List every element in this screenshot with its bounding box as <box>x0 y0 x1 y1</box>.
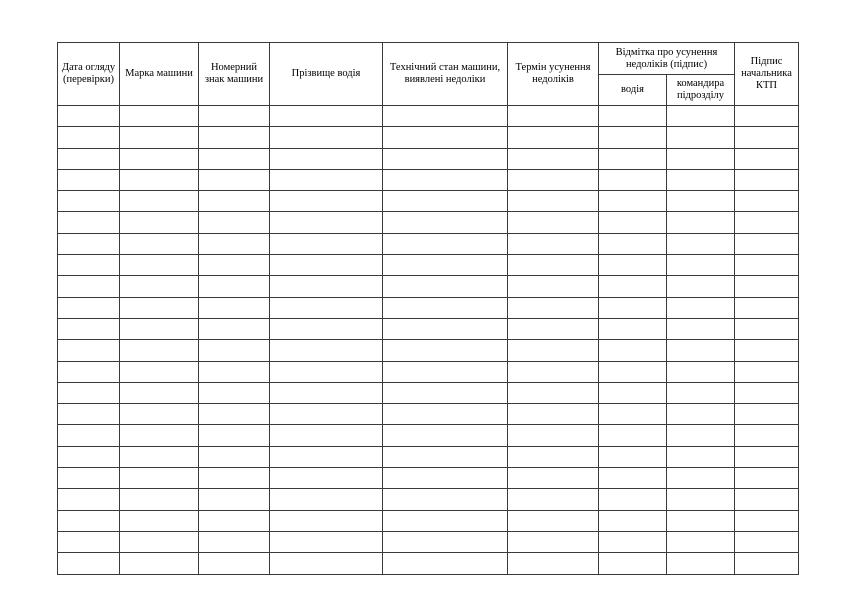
table-cell[interactable] <box>508 106 599 127</box>
table-cell[interactable] <box>270 191 383 212</box>
table-cell[interactable] <box>599 106 667 127</box>
table-cell[interactable] <box>199 489 270 510</box>
table-cell[interactable] <box>199 106 270 127</box>
table-cell[interactable] <box>270 425 383 446</box>
table-cell[interactable] <box>120 468 199 489</box>
table-cell[interactable] <box>199 510 270 531</box>
table-cell[interactable] <box>599 553 667 574</box>
table-cell[interactable] <box>270 276 383 297</box>
table-cell[interactable] <box>508 382 599 403</box>
table-cell[interactable] <box>58 255 120 276</box>
table-cell[interactable] <box>383 361 508 382</box>
table-cell[interactable] <box>270 489 383 510</box>
table-cell[interactable] <box>735 468 799 489</box>
table-cell[interactable] <box>270 169 383 190</box>
table-row <box>58 276 799 297</box>
table-cell[interactable] <box>270 212 383 233</box>
table-row <box>58 318 799 339</box>
table-cell[interactable] <box>58 468 120 489</box>
table-cell[interactable] <box>120 255 199 276</box>
table-cell[interactable] <box>120 148 199 169</box>
header-fix-mark-commander: командира підрозділу <box>667 75 735 106</box>
table-cell[interactable] <box>270 318 383 339</box>
header-plate: Номерний знак машини <box>199 43 270 106</box>
table-cell[interactable] <box>599 510 667 531</box>
table-cell[interactable] <box>270 340 383 361</box>
table-cell[interactable] <box>735 446 799 467</box>
table-cell[interactable] <box>270 255 383 276</box>
table-cell[interactable] <box>599 340 667 361</box>
table-cell[interactable] <box>383 255 508 276</box>
table-row <box>58 446 799 467</box>
table-body <box>58 106 799 575</box>
table-cell[interactable] <box>667 340 735 361</box>
table-cell[interactable] <box>735 361 799 382</box>
header-date: Дата огляду (перевірки) <box>58 43 120 106</box>
table-cell[interactable] <box>667 510 735 531</box>
table-cell[interactable] <box>58 233 120 254</box>
table-row <box>58 553 799 574</box>
table-row <box>58 212 799 233</box>
table-cell[interactable] <box>58 212 120 233</box>
table-cell[interactable] <box>508 510 599 531</box>
table-cell[interactable] <box>599 148 667 169</box>
table-cell[interactable] <box>120 531 199 552</box>
table-row <box>58 468 799 489</box>
table-cell[interactable] <box>270 297 383 318</box>
table-cell[interactable] <box>383 553 508 574</box>
table-cell[interactable] <box>383 404 508 425</box>
table-cell[interactable] <box>383 531 508 552</box>
table-cell[interactable] <box>383 425 508 446</box>
table-cell[interactable] <box>735 148 799 169</box>
table-cell[interactable] <box>735 127 799 148</box>
table-cell[interactable] <box>508 446 599 467</box>
table-cell[interactable] <box>667 404 735 425</box>
table-row <box>58 148 799 169</box>
table-row <box>58 169 799 190</box>
table-cell[interactable] <box>120 106 199 127</box>
table-cell[interactable] <box>58 446 120 467</box>
table-cell[interactable] <box>120 191 199 212</box>
table-row <box>58 489 799 510</box>
table-cell[interactable] <box>270 553 383 574</box>
table-cell[interactable] <box>599 425 667 446</box>
table-cell[interactable] <box>508 489 599 510</box>
table-cell[interactable] <box>383 468 508 489</box>
table-cell[interactable] <box>508 404 599 425</box>
table-cell[interactable] <box>383 127 508 148</box>
header-ktp-chief-signature: Підпис начальника КТП <box>735 43 799 106</box>
table-row <box>58 297 799 318</box>
table-cell[interactable] <box>120 169 199 190</box>
table-cell[interactable] <box>120 382 199 403</box>
table-row <box>58 510 799 531</box>
table-cell[interactable] <box>667 233 735 254</box>
table-cell[interactable] <box>735 297 799 318</box>
table-row <box>58 404 799 425</box>
table-cell[interactable] <box>599 489 667 510</box>
table-cell[interactable] <box>120 233 199 254</box>
table-cell[interactable] <box>667 276 735 297</box>
table-cell[interactable] <box>599 382 667 403</box>
table-cell[interactable] <box>383 169 508 190</box>
table-cell[interactable] <box>383 382 508 403</box>
table-cell[interactable] <box>508 148 599 169</box>
table-cell[interactable] <box>383 489 508 510</box>
table-cell[interactable] <box>270 404 383 425</box>
table-cell[interactable] <box>58 425 120 446</box>
table-cell[interactable] <box>199 233 270 254</box>
table-cell[interactable] <box>270 382 383 403</box>
table-cell[interactable] <box>58 106 120 127</box>
table-row <box>58 191 799 212</box>
table-cell[interactable] <box>667 297 735 318</box>
table-header <box>58 43 799 106</box>
table-cell[interactable] <box>120 212 199 233</box>
table-row <box>58 361 799 382</box>
table-cell[interactable] <box>508 468 599 489</box>
table-cell[interactable] <box>383 510 508 531</box>
table-cell[interactable] <box>508 531 599 552</box>
table-cell[interactable] <box>383 233 508 254</box>
table-cell[interactable] <box>735 212 799 233</box>
table-cell[interactable] <box>58 361 120 382</box>
table-cell[interactable] <box>667 382 735 403</box>
table-cell[interactable] <box>58 382 120 403</box>
header-tech-state: Технічний стан машини, виявлені недоліки <box>383 43 508 106</box>
table-cell[interactable] <box>667 425 735 446</box>
table-cell[interactable] <box>199 340 270 361</box>
header-fix-mark-driver: водія <box>599 75 667 106</box>
table-cell[interactable] <box>667 531 735 552</box>
table-cell[interactable] <box>599 255 667 276</box>
table-row <box>58 233 799 254</box>
table-cell[interactable] <box>383 446 508 467</box>
table-cell[interactable] <box>199 148 270 169</box>
table-cell[interactable] <box>735 191 799 212</box>
table-cell[interactable] <box>120 425 199 446</box>
table-cell[interactable] <box>58 489 120 510</box>
table-cell[interactable] <box>599 233 667 254</box>
table-cell[interactable] <box>199 169 270 190</box>
table-cell[interactable] <box>599 361 667 382</box>
table-cell[interactable] <box>199 553 270 574</box>
table-cell[interactable] <box>199 255 270 276</box>
table-cell[interactable] <box>270 510 383 531</box>
table-cell[interactable] <box>270 446 383 467</box>
table-cell[interactable] <box>270 148 383 169</box>
table-cell[interactable] <box>667 191 735 212</box>
table-cell[interactable] <box>58 340 120 361</box>
table-cell[interactable] <box>199 425 270 446</box>
table-cell[interactable] <box>58 404 120 425</box>
table-cell[interactable] <box>667 106 735 127</box>
table-cell[interactable] <box>120 318 199 339</box>
table-cell[interactable] <box>58 553 120 574</box>
table-cell[interactable] <box>120 510 199 531</box>
table-cell[interactable] <box>120 553 199 574</box>
table-cell[interactable] <box>58 531 120 552</box>
header-fix-term: Термін усунення недоліків <box>508 43 599 106</box>
table-cell[interactable] <box>58 148 120 169</box>
table-cell[interactable] <box>58 191 120 212</box>
table-cell[interactable] <box>270 531 383 552</box>
table-cell[interactable] <box>508 318 599 339</box>
table-cell[interactable] <box>58 127 120 148</box>
table-cell[interactable] <box>599 191 667 212</box>
table-cell[interactable] <box>599 297 667 318</box>
table-cell[interactable] <box>735 255 799 276</box>
table-cell[interactable] <box>508 361 599 382</box>
table-cell[interactable] <box>599 318 667 339</box>
table-cell[interactable] <box>199 318 270 339</box>
table-cell[interactable] <box>667 318 735 339</box>
table-cell[interactable] <box>599 276 667 297</box>
table-cell[interactable] <box>120 489 199 510</box>
table-cell[interactable] <box>735 106 799 127</box>
table-cell[interactable] <box>735 340 799 361</box>
table-cell[interactable] <box>599 212 667 233</box>
inspection-log-table <box>57 42 799 575</box>
table-cell[interactable] <box>199 446 270 467</box>
table-cell[interactable] <box>735 233 799 254</box>
table-cell[interactable] <box>667 127 735 148</box>
table-cell[interactable] <box>735 531 799 552</box>
table-cell[interactable] <box>270 468 383 489</box>
table-cell[interactable] <box>667 468 735 489</box>
table-cell[interactable] <box>508 169 599 190</box>
table-cell[interactable] <box>735 318 799 339</box>
table-cell[interactable] <box>508 127 599 148</box>
table-cell[interactable] <box>199 191 270 212</box>
table-cell[interactable] <box>735 404 799 425</box>
table-cell[interactable] <box>508 340 599 361</box>
table-cell[interactable] <box>599 468 667 489</box>
table-row <box>58 106 799 127</box>
table-cell[interactable] <box>120 127 199 148</box>
table-cell[interactable] <box>667 446 735 467</box>
table-cell[interactable] <box>270 233 383 254</box>
table-cell[interactable] <box>667 489 735 510</box>
table-cell[interactable] <box>667 148 735 169</box>
table-cell[interactable] <box>383 340 508 361</box>
table-cell[interactable] <box>667 212 735 233</box>
table-cell[interactable] <box>735 276 799 297</box>
table-row <box>58 340 799 361</box>
table-cell[interactable] <box>120 340 199 361</box>
table-cell[interactable] <box>599 531 667 552</box>
table-cell[interactable] <box>383 106 508 127</box>
table-cell[interactable] <box>120 404 199 425</box>
table-cell[interactable] <box>199 361 270 382</box>
table-cell[interactable] <box>270 106 383 127</box>
table-cell[interactable] <box>58 318 120 339</box>
table-cell[interactable] <box>199 404 270 425</box>
table-cell[interactable] <box>667 553 735 574</box>
table-row <box>58 382 799 403</box>
table-cell[interactable] <box>599 404 667 425</box>
table-cell[interactable] <box>199 382 270 403</box>
table-cell[interactable] <box>667 361 735 382</box>
table-cell[interactable] <box>735 169 799 190</box>
table-cell[interactable] <box>383 148 508 169</box>
table-cell[interactable] <box>199 212 270 233</box>
table-cell[interactable] <box>508 297 599 318</box>
table-cell[interactable] <box>508 233 599 254</box>
table-cell[interactable] <box>735 553 799 574</box>
table-cell[interactable] <box>599 446 667 467</box>
table-cell[interactable] <box>508 425 599 446</box>
table-cell[interactable] <box>383 297 508 318</box>
table-cell[interactable] <box>735 510 799 531</box>
table-row <box>58 255 799 276</box>
table-cell[interactable] <box>599 127 667 148</box>
table-cell[interactable] <box>735 382 799 403</box>
table-cell[interactable] <box>58 169 120 190</box>
table-cell[interactable] <box>508 276 599 297</box>
table-cell[interactable] <box>199 297 270 318</box>
table-cell[interactable] <box>58 510 120 531</box>
table-cell[interactable] <box>383 318 508 339</box>
table-cell[interactable] <box>735 489 799 510</box>
table-cell[interactable] <box>383 191 508 212</box>
table-cell[interactable] <box>58 297 120 318</box>
table-cell[interactable] <box>199 468 270 489</box>
table-cell[interactable] <box>508 255 599 276</box>
table-cell[interactable] <box>667 255 735 276</box>
table-cell[interactable] <box>508 191 599 212</box>
table-row <box>58 531 799 552</box>
table-cell[interactable] <box>270 127 383 148</box>
table-cell[interactable] <box>120 361 199 382</box>
table-cell[interactable] <box>667 169 735 190</box>
table-cell[interactable] <box>599 169 667 190</box>
table-row <box>58 127 799 148</box>
table-cell[interactable] <box>270 361 383 382</box>
table-cell[interactable] <box>199 531 270 552</box>
header-fix-mark: Відмітка про усунення недоліків (підпис) <box>599 43 735 75</box>
table-cell[interactable] <box>383 276 508 297</box>
header-driver-surname: Прізвище водія <box>270 43 383 106</box>
header-brand: Марка машини <box>120 43 199 106</box>
table-cell[interactable] <box>508 212 599 233</box>
table-cell[interactable] <box>199 127 270 148</box>
table-cell[interactable] <box>508 553 599 574</box>
table-cell[interactable] <box>120 276 199 297</box>
table-cell[interactable] <box>199 276 270 297</box>
table-row <box>58 425 799 446</box>
table-cell[interactable] <box>735 425 799 446</box>
table-cell[interactable] <box>58 276 120 297</box>
table-cell[interactable] <box>383 212 508 233</box>
table-cell[interactable] <box>120 446 199 467</box>
table-cell[interactable] <box>120 297 199 318</box>
